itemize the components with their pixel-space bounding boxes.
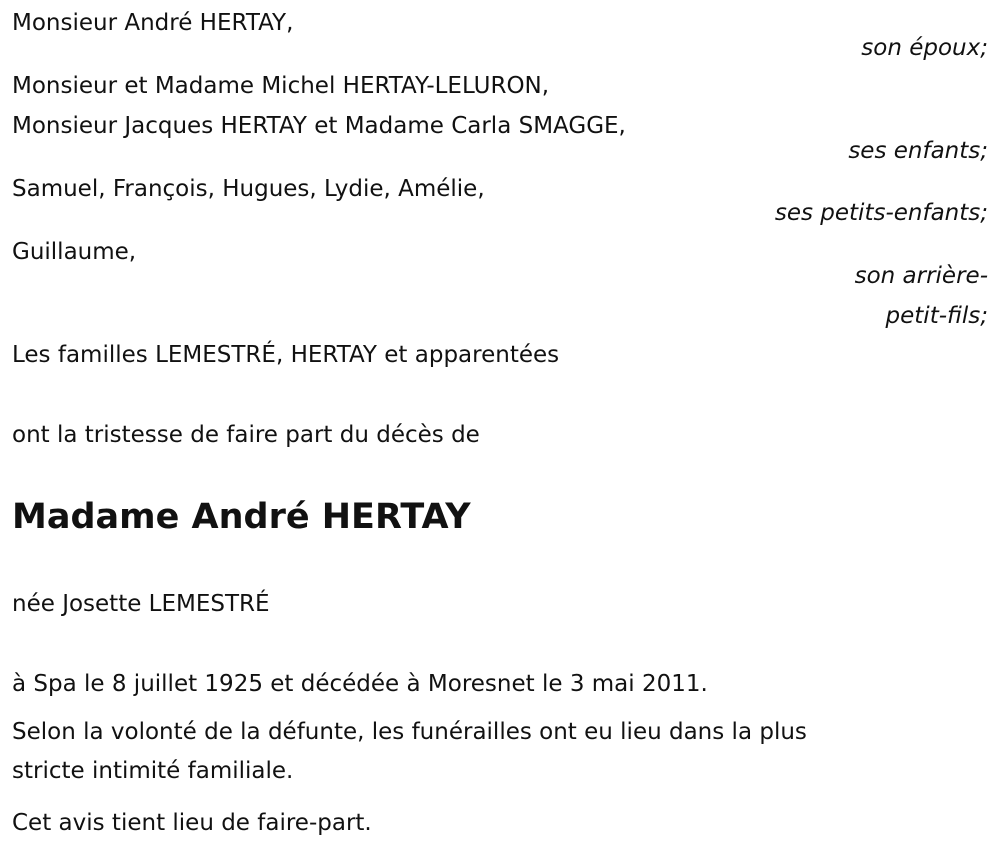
great-grandchild-role-line-1: son arrière- bbox=[854, 263, 988, 289]
children-role: ses enfants; bbox=[848, 138, 988, 164]
grandchildren-role: ses petits-enfants; bbox=[774, 200, 988, 226]
closing-line: Cet avis tient lieu de faire-part. bbox=[12, 810, 372, 836]
child-name-2: Monsieur Jacques HERTAY et Madame Carla SMAGGE, bbox=[12, 113, 626, 139]
deceased-name: Madame André HERTAY bbox=[12, 497, 471, 537]
spouse-name: Monsieur André HERTAY, bbox=[12, 10, 294, 36]
families-line: Les familles LEMESTRÉ, HERTAY et apparentées bbox=[12, 342, 560, 368]
funeral-line-2: stricte intimité familiale. bbox=[12, 758, 294, 784]
grandchildren-names: Samuel, François, Hugues, Lydie, Amélie, bbox=[12, 176, 485, 202]
funeral-line-1: Selon la volonté de la défunte, les funérailles ont eu lieu dans la plus bbox=[12, 719, 807, 745]
announcement-line: ont la tristesse de faire part du décès de bbox=[12, 422, 480, 448]
spouse-role: son époux; bbox=[861, 35, 988, 61]
birth-death-line: à Spa le 8 juillet 1925 et décédée à Moresnet le 3 mai 2011. bbox=[12, 671, 708, 697]
great-grandchild-role-line-2: petit-fils; bbox=[885, 303, 988, 329]
child-name-1: Monsieur et Madame Michel HERTAY-LELURON, bbox=[12, 73, 550, 99]
great-grandchild-name: Guillaume, bbox=[12, 239, 137, 265]
maiden-name: née Josette LEMESTRÉ bbox=[12, 591, 270, 617]
